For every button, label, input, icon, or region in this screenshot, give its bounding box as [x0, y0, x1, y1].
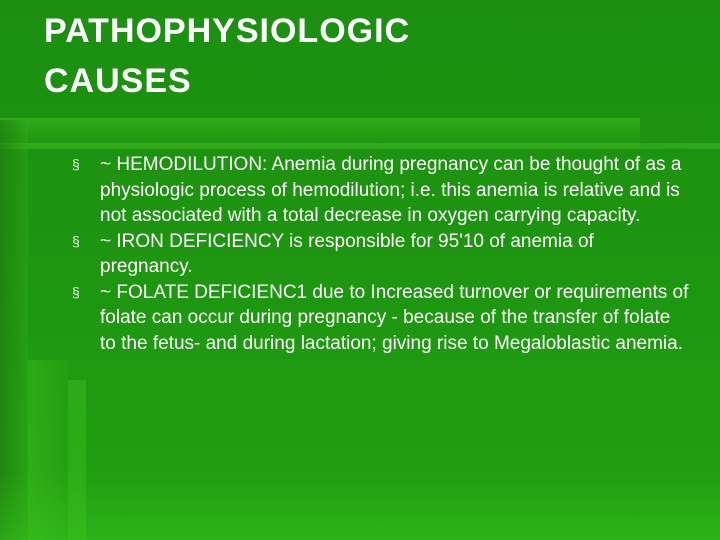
decorative-band: [0, 118, 640, 148]
decorative-band: [640, 118, 720, 148]
bullet-icon: §: [72, 232, 80, 249]
decorative-band: [68, 380, 86, 540]
decorative-band: [0, 120, 28, 540]
bullet-text: ~ IRON DEFICIENCY is responsible for 95'10 of anemia of pregnancy.: [100, 230, 594, 277]
bullet-icon: §: [72, 283, 80, 300]
bullet-text: ~ FOLATE DEFICIENC1 due to Increased turnover or requirements of folate can occur during pregnancy - because of the transfer of folate to the fetus- and during lactation; giving rise to Megaloblastic anemia.: [100, 281, 689, 354]
bullet-item: [70, 229, 690, 280]
bullet-text: ~ HEMODILUTION: Anemia during pregnancy can be thought of as a physiologic process of hemodilution; i.e. this anemia is relative and is not associated with a total decrease in oxygen carrying capacity.: [100, 154, 682, 226]
decorative-band: [0, 470, 720, 540]
bullet-icon: §: [72, 156, 80, 172]
slide-title-line: PATHOPHYSIOLOGIC: [44, 12, 411, 50]
bullet-list: [70, 152, 690, 356]
slide-title-line: CAUSES: [44, 62, 192, 100]
decorative-band: [28, 360, 68, 540]
bullet-item: [70, 280, 690, 357]
decorative-band: [0, 143, 720, 149]
slide-title: [44, 6, 410, 106]
bullet-item: [70, 152, 690, 229]
